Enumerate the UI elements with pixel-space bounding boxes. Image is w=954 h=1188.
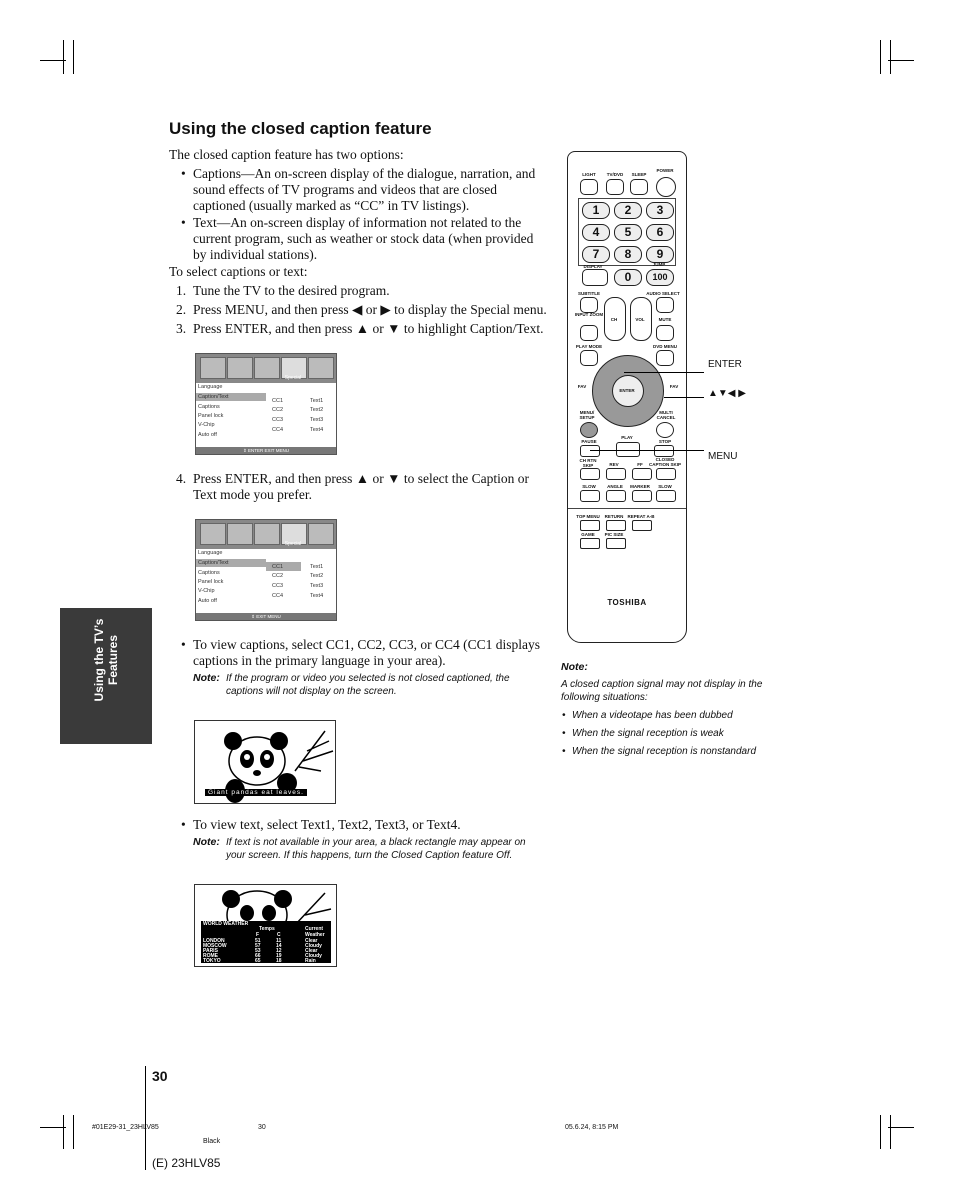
return-button[interactable] xyxy=(606,520,626,531)
menu-item: Caption/Text xyxy=(198,560,229,566)
menu-item: Language xyxy=(198,384,223,390)
callout-menu: MENU xyxy=(708,451,738,462)
step-2: Press MENU, and then press ◀ or ▶ to display the Special menu. xyxy=(193,302,547,317)
light-button[interactable] xyxy=(580,179,598,195)
setup-icon xyxy=(308,523,334,545)
ff-button[interactable] xyxy=(632,468,652,480)
menu-setup-button[interactable] xyxy=(580,422,598,438)
note-line: captions will not display on the screen. xyxy=(226,686,397,697)
page-rule xyxy=(145,1066,146,1170)
audio-icon xyxy=(227,523,253,545)
intro-text: The closed caption feature has two options: xyxy=(169,147,404,162)
label: RETURN xyxy=(604,514,624,519)
special-menu-screen-1 xyxy=(195,353,337,455)
label: MENU/ SETUP xyxy=(579,410,595,420)
menu-item: Language xyxy=(198,550,223,556)
text-option: Text2 xyxy=(310,407,324,413)
crop-mark xyxy=(880,1115,881,1149)
temp-f: 53 xyxy=(255,948,261,954)
label: MARKER xyxy=(630,484,650,489)
audio-select-button[interactable] xyxy=(656,297,674,313)
option-captions xyxy=(193,166,535,214)
label: CH xyxy=(610,317,618,322)
digit-7-button[interactable]: 7 xyxy=(582,246,610,263)
weather-cond: Cloudy xyxy=(305,953,322,959)
label: AUDIO SELECT xyxy=(646,291,680,296)
menu-item: Panel lock xyxy=(198,413,224,419)
cc-skip-button[interactable] xyxy=(656,468,676,480)
note-line: If the program or video you selected is not closed captioned, the xyxy=(226,673,510,684)
audio-icon xyxy=(227,357,253,379)
multi-cancel-button[interactable] xyxy=(656,422,674,438)
weather-cond: Clear xyxy=(305,938,318,944)
note-label: Note: xyxy=(193,672,220,684)
menu-tab-label: Special xyxy=(284,375,302,381)
digit-1-button[interactable]: 1 xyxy=(582,202,610,219)
cc-option: CC3 xyxy=(272,417,284,423)
callout-line xyxy=(624,372,704,373)
note-label: Note: xyxy=(561,661,588,673)
menu-icon-bar xyxy=(196,520,336,549)
temp-c: 12 xyxy=(276,948,282,954)
menu-tab-label: Special xyxy=(284,541,302,547)
cc-option: CC4 xyxy=(272,427,284,433)
label: TOP MENU xyxy=(576,514,600,519)
text-option: Text1 xyxy=(310,564,324,570)
temp-f: 51 xyxy=(255,938,261,944)
city: MOSCOW xyxy=(203,943,227,949)
bullet: • xyxy=(562,710,566,721)
text-option: Text3 xyxy=(310,417,324,423)
menu-item: Captions xyxy=(198,570,220,576)
digit-5-button[interactable]: 5 xyxy=(614,224,642,241)
footer-page: 30 xyxy=(258,1124,266,1131)
select-intro: To select captions or text: xyxy=(169,264,308,279)
step-3: Press ENTER, and then press ▲ or ▼ to highlight Caption/Text. xyxy=(193,321,544,336)
panda-caption-screen xyxy=(194,720,336,804)
digit-2-button[interactable]: 2 xyxy=(614,202,642,219)
label: PLAY MODE xyxy=(575,344,603,349)
label: TV/DVD xyxy=(606,172,624,177)
digit-6-button[interactable]: 6 xyxy=(646,224,674,241)
top-menu-button[interactable] xyxy=(580,520,600,531)
text-mode-screen xyxy=(194,884,337,967)
digit-100-button[interactable]: 100 xyxy=(646,269,674,286)
note-line: your screen. If this happens, turn the Closed Caption feature Off. xyxy=(226,850,513,861)
brand-logo: TOSHIBA xyxy=(607,598,647,607)
callout-line xyxy=(590,450,704,451)
pic-size-button[interactable] xyxy=(606,538,626,549)
label: PAUSE xyxy=(581,439,597,444)
label: VOL xyxy=(635,317,645,322)
special-menu-screen-2 xyxy=(195,519,337,621)
setup-icon xyxy=(308,357,334,379)
bullet: • xyxy=(562,728,566,739)
stop-button[interactable] xyxy=(654,445,674,457)
display-button[interactable] xyxy=(582,269,608,286)
note-line: following situations: xyxy=(561,692,648,703)
menu-item: Auto off xyxy=(198,598,217,604)
slow-back-button[interactable] xyxy=(580,490,600,502)
menu-item: V-Chip xyxy=(198,422,215,428)
option-text xyxy=(193,215,533,263)
text-option: Text2 xyxy=(310,573,324,579)
sleep-button[interactable] xyxy=(630,179,648,195)
step-4 xyxy=(193,471,529,503)
label: PIC SIZE xyxy=(604,532,624,537)
side-tab-text xyxy=(92,592,120,728)
note-line: If text is not available in your area, a black rectangle may appear on xyxy=(226,837,526,848)
label: ANGLE xyxy=(607,484,623,489)
menu-icon-bar xyxy=(196,354,336,383)
temp-f: 65 xyxy=(255,958,261,964)
city: PARIS xyxy=(203,948,218,954)
view-text-line: To view text, select Text1, Text2, Text3, or Text4. xyxy=(193,817,461,832)
crop-mark xyxy=(888,60,914,61)
label: DVD MENU xyxy=(652,344,677,349)
note-item: When the signal reception is weak xyxy=(572,728,724,739)
note-label: Note: xyxy=(193,836,220,848)
rev-button[interactable] xyxy=(606,468,626,480)
label: JUMP xyxy=(652,262,666,267)
weather-header: Weather xyxy=(305,932,325,938)
crop-mark xyxy=(890,40,891,74)
side-tab-line: Features xyxy=(106,634,120,686)
note-text xyxy=(561,678,762,704)
text-option: Text1 xyxy=(310,398,324,404)
dvd-menu-button[interactable] xyxy=(656,350,674,366)
temp-c: 14 xyxy=(276,943,282,949)
picture-icon xyxy=(200,523,226,545)
option-line: Text—An on-screen display of information not related to the xyxy=(193,215,522,230)
marker-button[interactable] xyxy=(632,490,652,502)
crop-mark xyxy=(888,1127,914,1128)
timer-icon xyxy=(254,523,280,545)
cc-option: CC3 xyxy=(272,583,284,589)
weather-text-box xyxy=(201,921,331,963)
play-mode-button[interactable] xyxy=(580,350,598,366)
label: MUTE xyxy=(658,317,672,322)
menu-footer: ⇕ ENTER EXIT MENU xyxy=(196,447,336,454)
digit-3-button[interactable]: 3 xyxy=(646,202,674,219)
label: CLOSED CAPTION SKIP xyxy=(648,457,681,467)
label: GAME xyxy=(581,532,595,537)
cc-option: CC1 xyxy=(272,398,284,404)
menu-item: Captions xyxy=(198,404,220,410)
label: STOP xyxy=(658,439,672,444)
label: DISPLAY xyxy=(583,264,603,269)
weather-cond: Clear xyxy=(305,948,318,954)
ch-rtn-skip-button[interactable] xyxy=(580,468,600,480)
digit-0-button[interactable]: 0 xyxy=(614,269,642,286)
step-number: 1. xyxy=(176,283,187,298)
weather-cond: Cloudy xyxy=(305,943,322,949)
callout-enter: ENTER xyxy=(708,359,742,370)
note-text xyxy=(226,836,526,862)
label: FAV xyxy=(669,384,679,389)
input-zoom-button[interactable] xyxy=(580,325,598,341)
angle-button[interactable] xyxy=(606,490,626,502)
label: POWER xyxy=(656,168,674,173)
step-number: 3. xyxy=(176,321,187,336)
callout-line xyxy=(664,397,704,398)
subtitle-button[interactable] xyxy=(580,297,598,313)
label: FF xyxy=(637,462,643,467)
temp-c: 18 xyxy=(276,958,282,964)
tv-dvd-button[interactable] xyxy=(606,179,624,195)
cc-option: CC2 xyxy=(272,407,284,413)
text-line: To view captions, select CC1, CC2, CC3, or CC4 (CC1 displays xyxy=(193,637,541,652)
footer-black: Black xyxy=(203,1138,221,1145)
weather-cond: Rain xyxy=(305,958,316,964)
text-option: Text3 xyxy=(310,583,324,589)
text-option: Text4 xyxy=(310,593,324,599)
caption-text: Giant pandas eat leaves. xyxy=(205,789,307,796)
step-line: Press ENTER, and then press ▲ or ▼ to select the Caption or xyxy=(193,471,530,486)
label: SLOW xyxy=(582,484,596,489)
c-header: C xyxy=(277,932,281,938)
step-1: Tune the TV to the desired program. xyxy=(193,283,390,298)
option-line: by individual stations). xyxy=(193,247,318,262)
page-number: 30 xyxy=(152,1068,168,1084)
label: INPUT ZOOM xyxy=(574,312,604,317)
timer-icon xyxy=(254,357,280,379)
city: TOKYO xyxy=(203,958,221,964)
crop-mark xyxy=(63,40,64,74)
text-line: captions in the primary language in your area). xyxy=(193,653,446,668)
label: CH RTN SKIP xyxy=(579,458,597,468)
label: LIGHT xyxy=(582,172,596,177)
step-number: 2. xyxy=(176,302,187,317)
game-button[interactable] xyxy=(580,538,600,549)
note-text xyxy=(226,672,510,698)
model-number: (E) 23HLV85 xyxy=(152,1156,221,1170)
bullet: • xyxy=(181,215,186,230)
temp-f: 57 xyxy=(255,943,261,949)
bullet: • xyxy=(181,166,186,181)
digit-4-button[interactable]: 4 xyxy=(582,224,610,241)
crop-mark xyxy=(890,1115,891,1149)
temps-header: Temps xyxy=(259,926,275,932)
label: ENTER xyxy=(619,388,635,393)
city: ROME xyxy=(203,953,218,959)
label: FAV xyxy=(577,384,587,389)
power-button[interactable] xyxy=(656,177,676,197)
option-line: current program, such as weather or stock data (when provided xyxy=(193,231,534,246)
menu-item: Panel lock xyxy=(198,579,224,585)
note-line: A closed caption signal may not display in the xyxy=(561,679,763,690)
bullet: • xyxy=(562,746,566,757)
picture-icon xyxy=(200,357,226,379)
label: SLOW xyxy=(658,484,672,489)
current-header: Current xyxy=(305,926,324,932)
mute-button[interactable] xyxy=(656,325,674,341)
crop-mark xyxy=(63,1115,64,1149)
page-title: Using the closed caption feature xyxy=(169,119,432,138)
slow-forward-button[interactable] xyxy=(656,490,676,502)
text-option: Text4 xyxy=(310,427,324,433)
option-line: captioned (usually marked as “CC” in TV listings). xyxy=(193,198,470,213)
label: PLAY xyxy=(621,435,633,440)
note-item: When a videotape has been dubbed xyxy=(572,710,733,721)
label: REV xyxy=(609,462,619,467)
label: SUBTITLE xyxy=(578,291,600,296)
step-line: Text mode you prefer. xyxy=(193,487,313,502)
label: REPEAT A-B xyxy=(627,514,655,519)
option-line: sound effects of TV programs and videos that are closed xyxy=(193,182,498,197)
weather-title: WORLD WEATHER xyxy=(203,921,249,927)
crop-mark xyxy=(880,40,881,74)
cc-option: CC4 xyxy=(272,593,284,599)
temp-c: 11 xyxy=(276,938,282,944)
digit-9-button[interactable]: 9 xyxy=(646,246,674,263)
divider xyxy=(568,508,686,509)
temp-c: 19 xyxy=(276,953,282,959)
label: SLEEP xyxy=(631,172,647,177)
menu-item: Caption/Text xyxy=(198,394,229,400)
digit-8-button[interactable]: 8 xyxy=(614,246,642,263)
city: LONDON xyxy=(203,938,225,944)
side-tab-line: Using the TV’s xyxy=(92,618,106,702)
temp-f: 66 xyxy=(255,953,261,959)
footer-file: #01E29-31_23HLV85 xyxy=(92,1124,159,1131)
label: MULTI CANCEL xyxy=(656,410,676,420)
cc-option: CC2 xyxy=(272,573,284,579)
menu-item: Auto off xyxy=(198,432,217,438)
callout-arrows: ▲▼◀ ▶ xyxy=(708,388,746,399)
section-side-tab xyxy=(60,608,152,744)
bullet: • xyxy=(181,637,186,652)
crop-mark xyxy=(73,1115,74,1149)
note-item: When the signal reception is nonstandard xyxy=(572,746,757,757)
step-number: 4. xyxy=(176,471,187,486)
pause-button[interactable] xyxy=(580,445,600,457)
view-captions-text xyxy=(193,637,540,669)
footer-date: 05.6.24, 8:15 PM xyxy=(565,1124,619,1131)
menu-item: V-Chip xyxy=(198,588,215,594)
crop-mark xyxy=(73,40,74,74)
repeat-ab-button[interactable] xyxy=(632,520,652,531)
f-header: F xyxy=(256,932,260,938)
menu-footer: ⇕ EXIT MENU xyxy=(196,613,336,620)
cc-option: CC1 xyxy=(272,564,284,570)
option-line: Captions—An on-screen display of the dialogue, narration, and xyxy=(193,166,536,181)
bullet: • xyxy=(181,817,186,832)
